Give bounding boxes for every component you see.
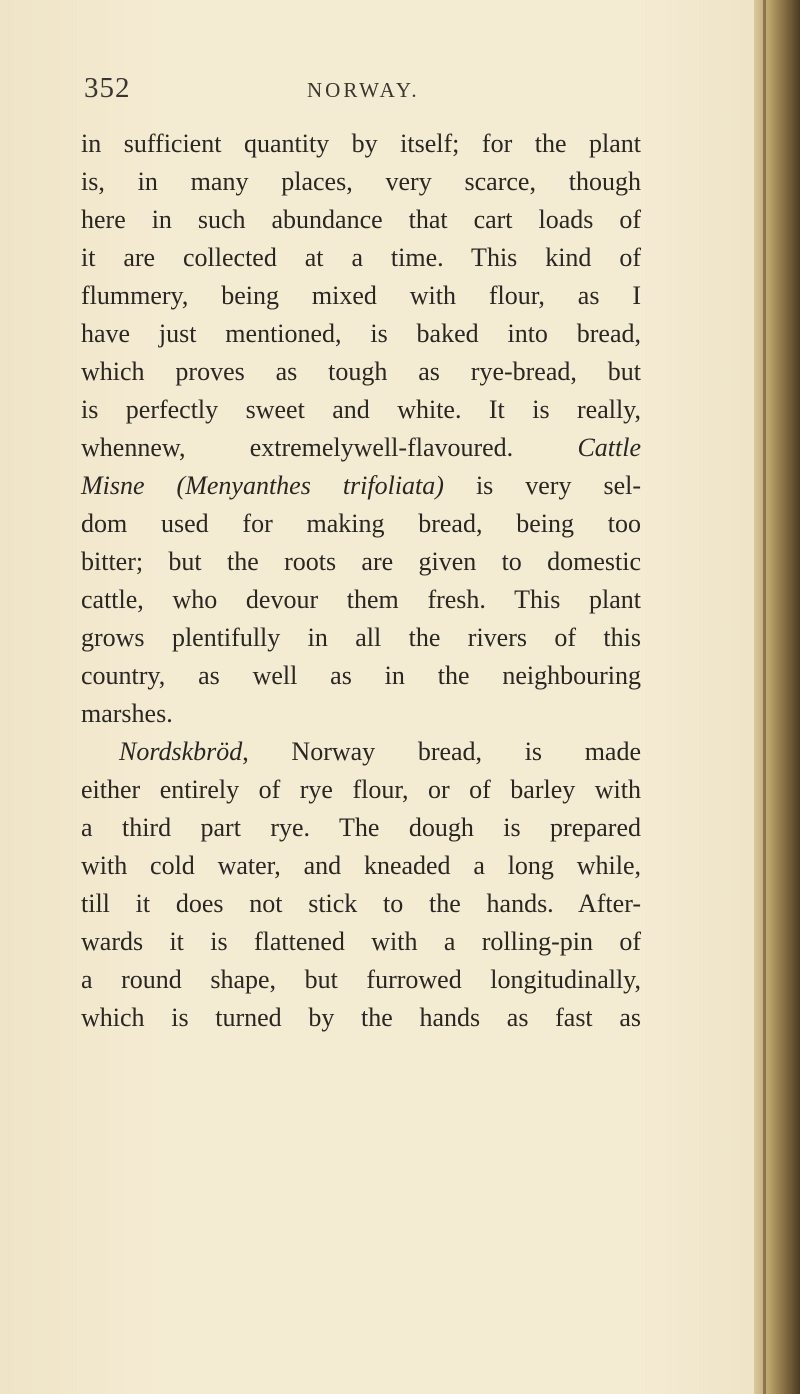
text-line — [81, 733, 641, 771]
text-line: a round shape, but furrowed longitudinally, — [81, 965, 641, 994]
text-line: grows plentifully in all the rivers of this — [81, 623, 641, 652]
page-header — [84, 72, 744, 112]
italic-term-nordskbrod: Nordskbröd — [119, 737, 243, 766]
page-number: 352 — [84, 72, 131, 104]
text-line: wards it is flattened with a rolling-pin of — [81, 927, 641, 956]
text-line: cattle, who devour them fresh. This plant — [81, 585, 641, 614]
text-line: bitter; but the roots are given to domestic — [81, 547, 641, 576]
italic-term-cattle: Cattle — [577, 433, 641, 462]
text-line: which proves as tough as rye-bread, but — [81, 357, 641, 386]
text-line: is perfectly sweet and white. It is really, — [81, 395, 641, 424]
text-line: a third part rye. The dough is prepared — [81, 813, 641, 842]
text-segment: whennew, extremelywell-flavoured. — [81, 433, 514, 462]
text-line: which is turned by the hands as fast as — [81, 1003, 641, 1032]
text-line: in sufficient quantity by itself; for the plant — [81, 129, 641, 158]
italic-term-menyanthes: (Menyanthes trifoliata) — [176, 471, 444, 500]
page-gutter-edge — [763, 0, 766, 1394]
text-line: have just mentioned, is baked into bread, — [81, 319, 641, 348]
text-line: here in such abundance that cart loads of — [81, 205, 641, 234]
body-text — [81, 125, 641, 1037]
text-line: dom used for making bread, being too — [81, 509, 641, 538]
book-spine-shadow — [754, 0, 800, 1394]
text-segment: , Norway bread, is made — [242, 737, 641, 766]
italic-term-misne: Misne — [81, 471, 145, 500]
text-line: country, as well as in the neighbouring — [81, 661, 641, 690]
text-line: till it does not stick to the hands. After- — [81, 889, 641, 918]
text-line: is, in many places, very scarce, though — [81, 167, 641, 196]
text-line: marshes. — [81, 699, 173, 728]
text-line: flummery, being mixed with flour, as I — [81, 281, 641, 310]
text-line — [81, 429, 641, 467]
running-head: NORWAY. — [307, 78, 420, 102]
text-line: with cold water, and kneaded a long while, — [81, 851, 641, 880]
text-line — [81, 467, 641, 505]
text-line: either entirely of rye flour, or of barley with — [81, 775, 641, 804]
text-segment: is very sel- — [475, 471, 641, 500]
text-line: it are collected at a time. This kind of — [81, 243, 641, 272]
